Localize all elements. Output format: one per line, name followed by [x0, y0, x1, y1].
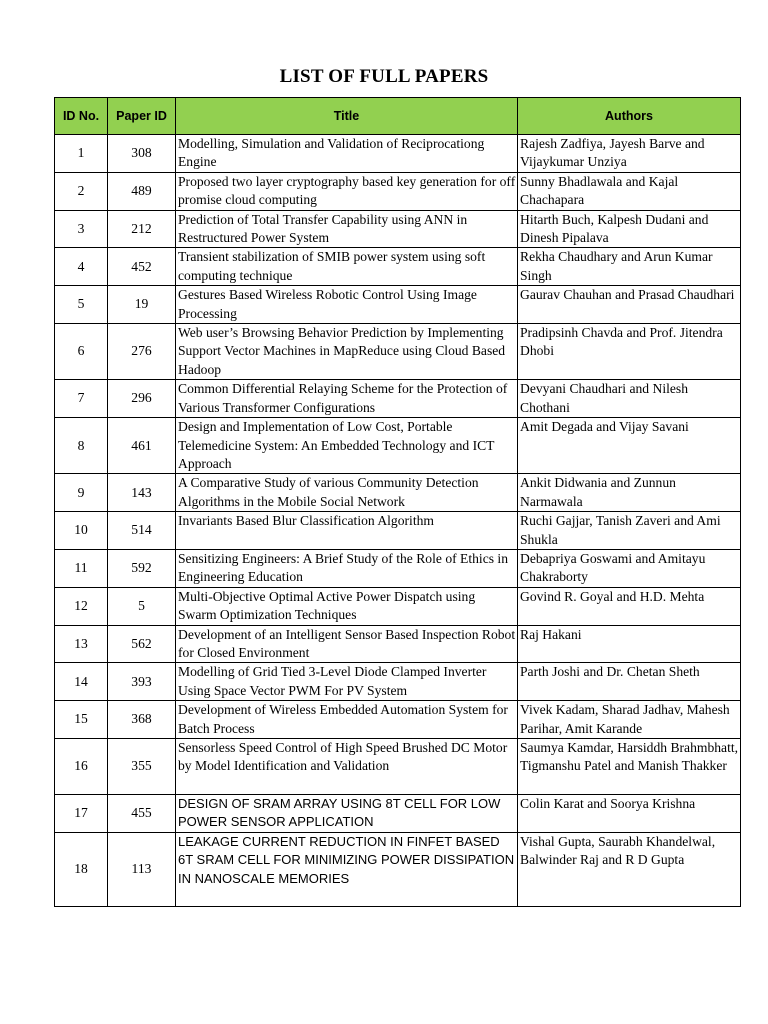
id-no-cell: 1: [55, 135, 108, 173]
title-cell: Prediction of Total Transfer Capability using ANN in Restructured Power System: [176, 210, 518, 248]
table-row: [55, 625, 741, 663]
table-row: [55, 172, 741, 210]
id-no-cell: 12: [55, 587, 108, 625]
paper-id-cell: 514: [108, 512, 176, 550]
papers-table: [54, 97, 741, 907]
table-row: [55, 474, 741, 512]
id-no-cell: 14: [55, 663, 108, 701]
title-cell: Development of an Intelligent Sensor Based Inspection Robot for Closed Environment: [176, 625, 518, 663]
title-cell: Modelling, Simulation and Validation of Reciprocationg Engine: [176, 135, 518, 173]
title-cell: Invariants Based Blur Classification Algorithm: [176, 512, 518, 550]
authors-cell: Colin Karat and Soorya Krishna: [518, 795, 741, 833]
page-title: LIST OF FULL PAPERS: [279, 66, 489, 87]
table-header-row: [55, 98, 741, 135]
table-row: [55, 795, 741, 833]
id-no-cell: 4: [55, 248, 108, 286]
id-no-cell: 10: [55, 512, 108, 550]
table-row: [55, 248, 741, 286]
title-cell: Sensorless Speed Control of High Speed Brushed DC Motor by Model Identification and Validation: [176, 739, 518, 795]
id-no-cell: 2: [55, 172, 108, 210]
id-no-cell: 11: [55, 549, 108, 587]
id-no-cell: 18: [55, 832, 108, 906]
column-header-paper-id: Paper ID: [108, 98, 176, 135]
table-row: [55, 380, 741, 418]
authors-cell: Rajesh Zadfiya, Jayesh Barve and Vijaykumar Unziya: [518, 135, 741, 173]
authors-cell: Saumya Kamdar, Harsiddh Brahmbhatt, Tigmanshu Patel and Manish Thakker: [518, 739, 741, 795]
authors-cell: Debapriya Goswami and Amitayu Chakraborty: [518, 549, 741, 587]
authors-cell: Ankit Didwania and Zunnun Narmawala: [518, 474, 741, 512]
authors-cell: Vivek Kadam, Sharad Jadhav, Mahesh Parihar, Amit Karande: [518, 701, 741, 739]
title-cell: Transient stabilization of SMIB power system using soft computing technique: [176, 248, 518, 286]
authors-cell: Rekha Chaudhary and Arun Kumar Singh: [518, 248, 741, 286]
paper-id-cell: 143: [108, 474, 176, 512]
title-cell: Gestures Based Wireless Robotic Control Using Image Processing: [176, 286, 518, 324]
title-cell: Web user’s Browsing Behavior Prediction by Implementing Support Vector Machines in MapReduce using Cloud Based Hadoop: [176, 324, 518, 380]
table-row: [55, 549, 741, 587]
paper-id-cell: 562: [108, 625, 176, 663]
id-no-cell: 13: [55, 625, 108, 663]
id-no-cell: 15: [55, 701, 108, 739]
table-row: [55, 286, 741, 324]
table-body: [55, 135, 741, 907]
authors-cell: Vishal Gupta, Saurabh Khandelwal, Balwinder Raj and R D Gupta: [518, 832, 741, 906]
id-no-cell: 7: [55, 380, 108, 418]
paper-id-cell: 296: [108, 380, 176, 418]
table-row: [55, 832, 741, 906]
table-row: [55, 135, 741, 173]
title-cell: Sensitizing Engineers: A Brief Study of the Role of Ethics in Engineering Education: [176, 549, 518, 587]
column-header-title: Title: [176, 98, 518, 135]
paper-id-cell: 592: [108, 549, 176, 587]
authors-cell: Ruchi Gajjar, Tanish Zaveri and Ami Shukla: [518, 512, 741, 550]
title-cell: Multi-Objective Optimal Active Power Dispatch using Swarm Optimization Techniques: [176, 587, 518, 625]
paper-id-cell: 368: [108, 701, 176, 739]
title-cell: Proposed two layer cryptography based key generation for off promise cloud computing: [176, 172, 518, 210]
table-row: [55, 418, 741, 474]
table-row: [55, 210, 741, 248]
column-header-id-no: ID No.: [55, 98, 108, 135]
authors-cell: Sunny Bhadlawala and Kajal Chachapara: [518, 172, 741, 210]
authors-cell: Gaurav Chauhan and Prasad Chaudhari: [518, 286, 741, 324]
id-no-cell: 8: [55, 418, 108, 474]
authors-cell: Govind R. Goyal and H.D. Mehta: [518, 587, 741, 625]
id-no-cell: 3: [55, 210, 108, 248]
title-cell: Development of Wireless Embedded Automation System for Batch Process: [176, 701, 518, 739]
table-row: [55, 663, 741, 701]
table-row: [55, 739, 741, 795]
paper-id-cell: 308: [108, 135, 176, 173]
paper-id-cell: 19: [108, 286, 176, 324]
paper-id-cell: 461: [108, 418, 176, 474]
authors-cell: Devyani Chaudhari and Nilesh Chothani: [518, 380, 741, 418]
column-header-authors: Authors: [518, 98, 741, 135]
table-row: [55, 701, 741, 739]
paper-id-cell: 212: [108, 210, 176, 248]
table-row: [55, 587, 741, 625]
authors-cell: Pradipsinh Chavda and Prof. Jitendra Dhobi: [518, 324, 741, 380]
paper-id-cell: 113: [108, 832, 176, 906]
title-cell: A Comparative Study of various Community Detection Algorithms in the Mobile Social Network: [176, 474, 518, 512]
paper-id-cell: 489: [108, 172, 176, 210]
id-no-cell: 6: [55, 324, 108, 380]
authors-cell: Parth Joshi and Dr. Chetan Sheth: [518, 663, 741, 701]
title-cell: LEAKAGE CURRENT REDUCTION IN FINFET BASED 6T SRAM CELL FOR MINIMIZING POWER DISSIPATION IN NANOSCALE MEMORIES: [176, 832, 518, 906]
id-no-cell: 5: [55, 286, 108, 324]
table-row: [55, 324, 741, 380]
paper-id-cell: 452: [108, 248, 176, 286]
id-no-cell: 9: [55, 474, 108, 512]
authors-cell: Raj Hakani: [518, 625, 741, 663]
paper-id-cell: 355: [108, 739, 176, 795]
title-cell: Modelling of Grid Tied 3-Level Diode Clamped Inverter Using Space Vector PWM For PV System: [176, 663, 518, 701]
table-row: [55, 512, 741, 550]
id-no-cell: 17: [55, 795, 108, 833]
paper-id-cell: 455: [108, 795, 176, 833]
paper-id-cell: 5: [108, 587, 176, 625]
title-cell: Design and Implementation of Low Cost, Portable Telemedicine System: An Embedded Technology and ICT Approach: [176, 418, 518, 474]
paper-id-cell: 393: [108, 663, 176, 701]
authors-cell: Hitarth Buch, Kalpesh Dudani and Dinesh Pipalava: [518, 210, 741, 248]
paper-id-cell: 276: [108, 324, 176, 380]
id-no-cell: 16: [55, 739, 108, 795]
title-cell: Common Differential Relaying Scheme for the Protection of Various Transformer Configurations: [176, 380, 518, 418]
authors-cell: Amit Degada and Vijay Savani: [518, 418, 741, 474]
title-cell: DESIGN OF SRAM ARRAY USING 8T CELL FOR LOW POWER SENSOR APPLICATION: [176, 795, 518, 833]
